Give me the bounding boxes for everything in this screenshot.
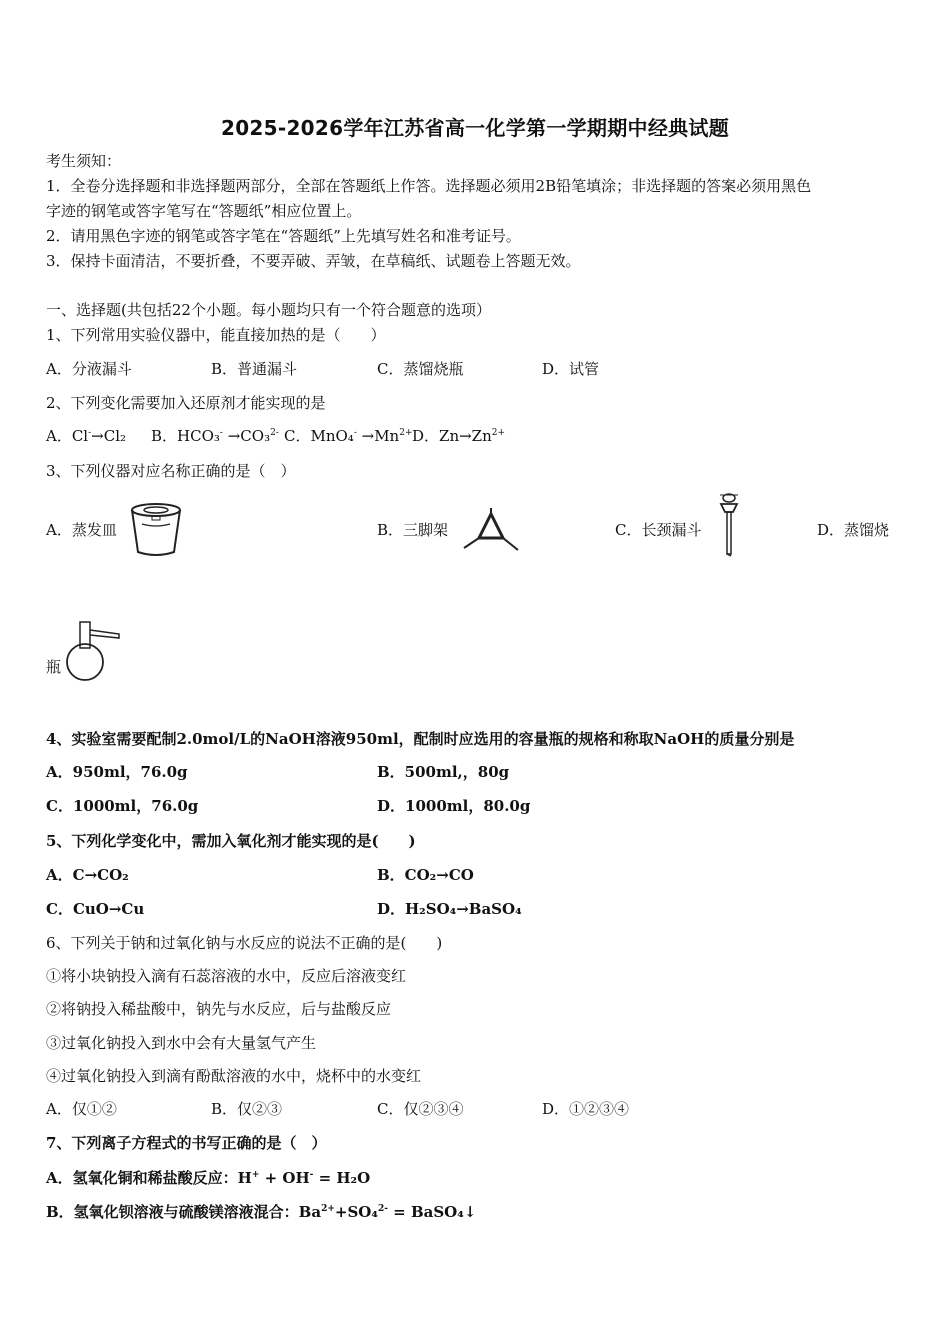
q4-option-c: C．1000ml，76.0g	[46, 797, 199, 815]
q1-option-d: D．试管	[542, 360, 600, 378]
q4-option-a: A．950ml，76.0g	[46, 763, 188, 781]
q6-statement-1: ①将小块钠投入滴有石蕊溶液的水中，反应后溶液变红	[46, 967, 407, 985]
q2-stem: 2、下列变化需要加入还原剂才能实现的是	[46, 394, 326, 412]
q5-option-c: C．CuO→Cu	[46, 900, 145, 918]
notice-item-3: 3．保持卡面清洁，不要折叠，不要弄破、弄皱，在草稿纸、试题卷上答题无效。	[46, 252, 581, 270]
q6-option-b: B．仅②③	[211, 1100, 283, 1118]
exam-title: 2025-2026学年江苏省高一化学第一学期期中经典试题	[220, 116, 730, 140]
q1-stem: 1、下列常用实验仪器中，能直接加热的是（ ）	[46, 326, 386, 344]
q2-option-d: D．$Zn\to Zn^{2+}$	[412, 427, 506, 445]
q6-statement-3: ③过氧化钠投入到水中会有大量氢气产生	[46, 1034, 317, 1052]
q6-statement-4: ④过氧化钠投入到滴有酚酞溶液的水中，烧杯中的水变红	[46, 1067, 422, 1085]
q5-option-a: A．C→CO₂	[46, 866, 129, 884]
notice-item-1-cont: 字迹的钢笔或答字笔写在“答题纸”相应位置上。	[46, 202, 362, 220]
q6-option-c: C．仅②③④	[377, 1100, 464, 1118]
q3-option-c: C．长颈漏斗	[615, 521, 702, 539]
q2-option-c: C．$MnO_4^- \to Mn^{2+}$	[284, 427, 413, 445]
notice-heading: 考生须知：	[46, 152, 122, 170]
q7-option-b: B．氢氧化钡溶液与硫酸镁溶液混合：$Ba^{2+}+SO_4^{2-}$ = BaSO₄↓	[46, 1203, 477, 1221]
q5-option-d: D．H₂SO₄→BaSO₄	[377, 900, 522, 918]
q2-option-b: B．HCO₃- →CO₃$^{2-}$	[151, 427, 279, 445]
q5-option-b: B．CO₂→CO	[377, 866, 474, 884]
q6-option-a: A．仅①②	[46, 1100, 117, 1118]
q2-option-a: A．Cl-→Cl₂	[46, 427, 127, 445]
q7-option-a: A．氢氧化铜和稀盐酸反应：H+ + OH- = H₂O	[46, 1169, 371, 1187]
q4-stem: 4、实验室需要配制2.0mol/L的NaOH溶液950ml，配制时应选用的容量瓶的规格和称取NaOH的质量分别是	[46, 730, 795, 748]
q1-option-a: A．分液漏斗	[46, 360, 132, 378]
evaporating-dish-image	[128, 500, 184, 558]
q4-option-d: D．1000ml，80.0g	[377, 797, 531, 815]
q1-option-c: C．蒸馏烧瓶	[377, 360, 464, 378]
q5-stem: 5、下列化学变化中，需加入氧化剂才能实现的是( )	[46, 832, 416, 850]
q4-option-b: B．500ml,，80g	[377, 763, 510, 781]
q6-stem: 6、下列关于钠和过氧化钠与水反应的说法不正确的是( )	[46, 934, 443, 952]
tripod-image	[462, 508, 520, 556]
q6-option-d: D．①②③④	[542, 1100, 630, 1118]
notice-item-1: 1．全卷分选择题和非选择题两部分，全部在答题纸上作答。选择题必须用2B铅笔填涂；非选择题的答案必须用黑色	[46, 177, 812, 195]
q3-option-d-cont: 瓶	[46, 658, 62, 676]
q1-option-b: B．普通漏斗	[211, 360, 298, 378]
q7-stem: 7、下列离子方程式的书写正确的是（ ）	[46, 1134, 327, 1152]
q3-option-b: B．三脚架	[377, 521, 449, 539]
q3-option-a: A．蒸发皿	[46, 521, 117, 539]
notice-item-2: 2．请用黑色字迹的钢笔或答字笔在“答题纸”上先填写姓名和准考证号。	[46, 227, 521, 245]
q3-option-d: D．蒸馏烧	[817, 521, 890, 539]
q3-stem: 3、下列仪器对应名称正确的是（ ）	[46, 462, 296, 480]
long-neck-funnel-image	[716, 490, 742, 560]
q6-statement-2: ②将钠投入稀盐酸中，钠先与水反应，后与盐酸反应	[46, 1000, 392, 1018]
distillation-flask-image	[64, 620, 122, 682]
section-heading: 一、选择题(共包括22个小题。每小题均只有一个符合题意的选项）	[46, 301, 491, 319]
